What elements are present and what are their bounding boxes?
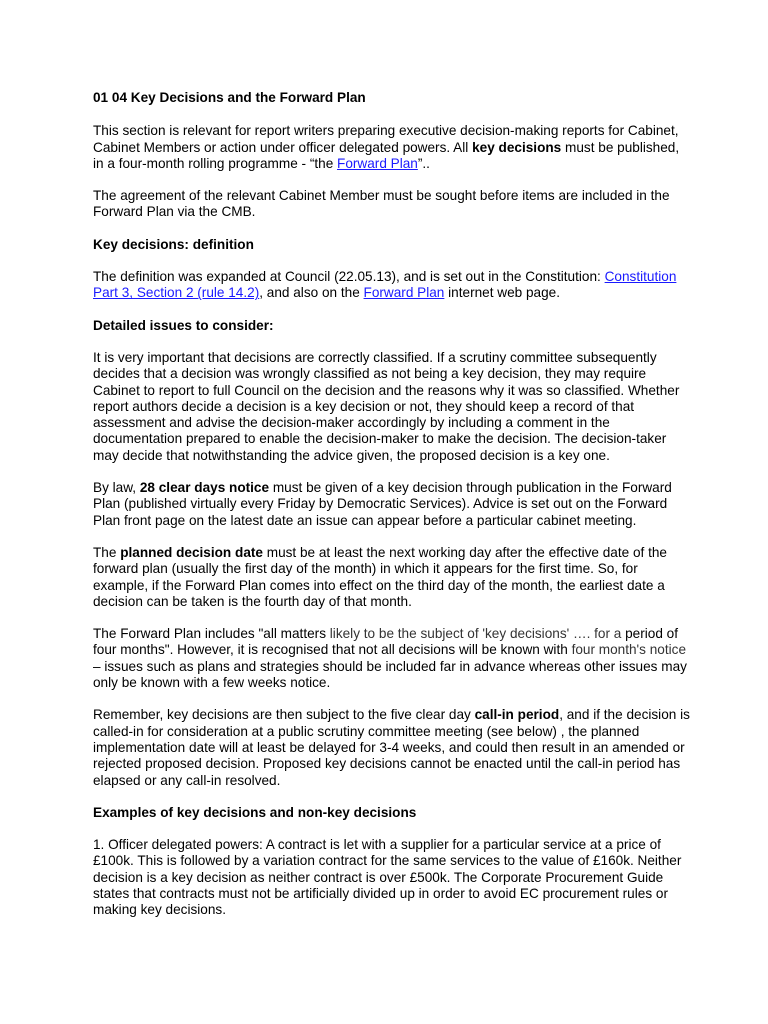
definition-paragraph: The definition was expanded at Council (22.05.13), and is set out in the Constitution: Constitution Part 3, Section 2 (rule 14.2), and also on the Forward Plan internet web page.	[93, 269, 677, 301]
forward-plan-link[interactable]: Forward Plan	[337, 155, 418, 171]
key-decisions-emphasis: key decisions	[472, 139, 562, 155]
issues-heading: Detailed issues to consider:	[93, 317, 274, 333]
call-in-emphasis: call-in period	[474, 707, 560, 723]
constitution-link[interactable]: Constitution Part 3, Section 2 (rule 14.2)	[93, 269, 677, 301]
examples-heading: Examples of key decisions and non-key decisions	[93, 804, 417, 820]
planned-date-emphasis: planned decision date	[120, 544, 263, 560]
definition-heading: Key decisions: definition	[93, 236, 254, 252]
classification-paragraph: It is very important that decisions are correctly classified. If a scrutiny committee subsequently decides that a decision was wrongly classified as not being a key decision, they may require Cabinet to report to full Council on the decision and the reasons why it was so classified. Whether report authors decide a decision is a key decision or not, they should keep a record of that assessment and advise the decision-maker accordingly by including a comment in the documentation prepared to enable the decision-maker to make the decision. The decision-taker may decide that notwithstanding the advice given, the proposed decision is a key one.	[93, 349, 680, 463]
agreement-paragraph: The agreement of the relevant Cabinet Member must be sought before items are included in the Forward Plan via the CMB.	[93, 188, 670, 220]
forward-plan-webpage-link[interactable]: Forward Plan	[363, 285, 445, 301]
call-in-paragraph: Remember, key decisions are then subject to the five clear day call-in period, and if the decision is called-in for consideration at a public scrutiny committee meeting (see below) , the planned implementation date will at least be delayed for 3-4 weeks, and could then result in an amended or rejected proposed decision. Proposed key decisions cannot be enacted until the call-in period has elapsed or any call-in resolved.	[93, 707, 690, 788]
intro-paragraph: This section is relevant for report writers preparing executive decision-making reports for Cabinet, Cabinet Members or action under officer delegated powers. All key decisions must be published, in a four-month rolling programme - “the Forward Plan”..	[93, 123, 680, 171]
notice-paragraph: By law, 28 clear days notice must be given of a key decision through publication in the Forward Plan (published virtually every Friday by Democratic Services). Advice is set out on the Forward Plan front page on the latest date an issue can appear before a particular cabinet meeting.	[93, 480, 672, 528]
notice-emphasis: 28 clear days notice	[139, 480, 270, 496]
example-1-paragraph: 1. Officer delegated powers: A contract is let with a supplier for a particular service at a price of £100k. This is followed by a variation contract for the same services to the value of £160k. Neither decision is a key decision as neither contract is over £500k. The Corporate Procurement Guide states that contracts must not be artificially divided up in order to avoid EC procurement rules or making key decisions.	[93, 837, 682, 918]
page-title: 01 04 Key Decisions and the Forward Plan	[93, 90, 366, 105]
forward-plan-includes-paragraph: The Forward Plan includes "all matters likely to be the subject of 'key decisions' …. for a period of four months". However, it is recognised that not all decisions will be known with four month's notice – issues such as plans and strategies should be included far in advance whereas other issues may only be known with a few weeks notice.	[93, 626, 687, 691]
planned-date-paragraph: The planned decision date must be at least the next working day after the effective date of the forward plan (usually the first day of the month) in which it appears for the first time. So, for example, if the Forward Plan comes into effect on the third day of the month, the earliest date a decision can be taken is the fourth day of that month.	[93, 544, 667, 609]
